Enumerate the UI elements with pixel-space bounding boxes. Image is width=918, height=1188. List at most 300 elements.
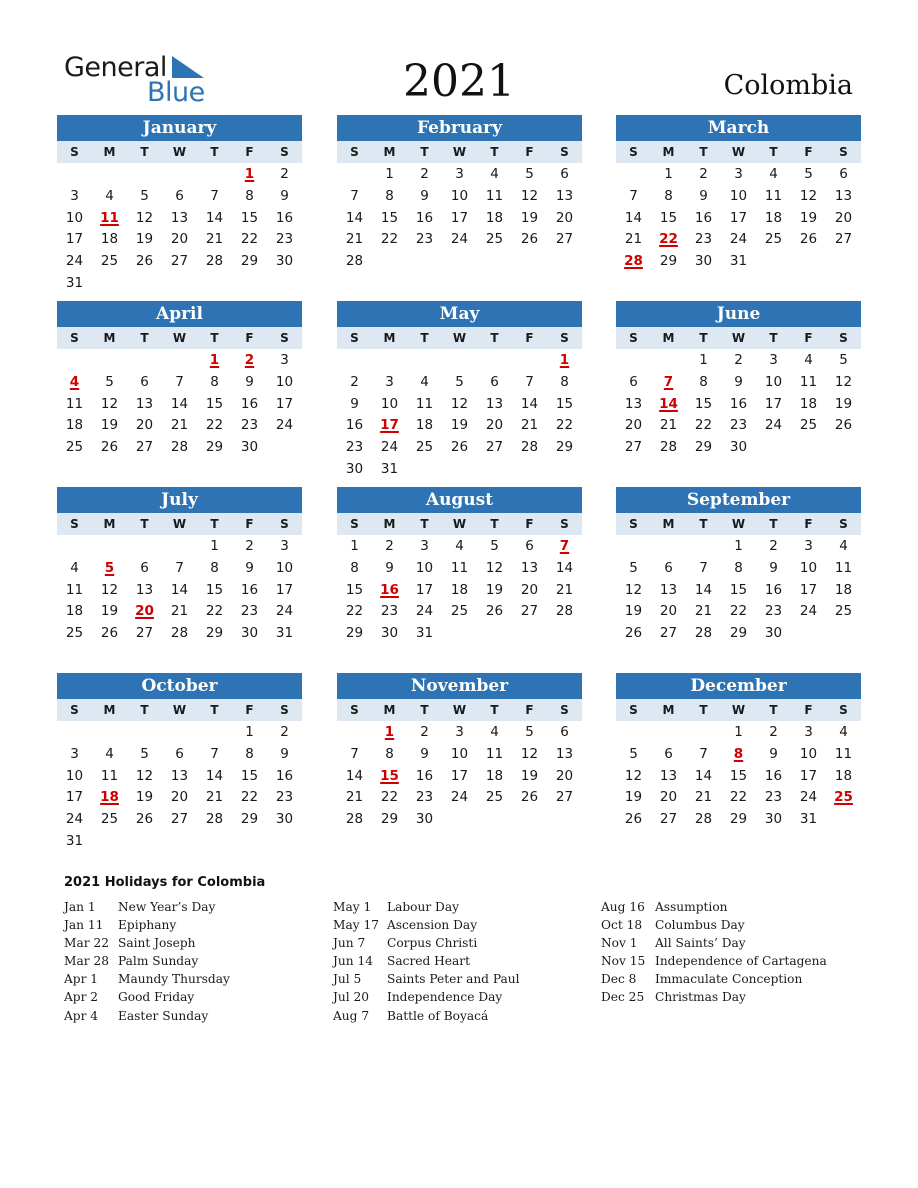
day-cell: 5 [804, 166, 813, 182]
empty-cell [372, 349, 407, 371]
day-cell: 21 [624, 231, 643, 248]
holiday-date-label: Oct 18 [601, 918, 643, 933]
day-cell: 31 [799, 811, 818, 828]
day-cell: 21 [170, 417, 189, 434]
day-cell: 7 [175, 373, 184, 390]
day-cell: 4 [804, 352, 813, 368]
weekday-label: T [140, 517, 149, 531]
weekday-label: S [839, 145, 848, 159]
weekday-label: T [210, 703, 219, 717]
holiday-date: 28 [624, 253, 643, 270]
holiday-name: Palm Sunday [118, 954, 199, 969]
day-cell: 27 [135, 439, 154, 456]
month-april [57, 301, 302, 458]
day-cell: 1 [664, 166, 673, 182]
weekday-label: F [245, 145, 254, 159]
day-cell: 30 [764, 811, 783, 828]
weekday-label: W [172, 331, 187, 345]
holiday-date-label: Jun 7 [333, 936, 366, 951]
holiday-item [64, 934, 230, 952]
weekday-label: S [839, 331, 848, 345]
day-cell: 12 [520, 187, 539, 204]
day-cell: 18 [764, 209, 783, 226]
day-cell: 18 [415, 417, 434, 434]
day-cell: 10 [729, 187, 748, 204]
day-cell: 20 [659, 603, 678, 620]
day-cell: 13 [624, 395, 643, 412]
month-july [57, 487, 302, 644]
weekday-label: M [383, 703, 396, 717]
weekday-label: S [629, 517, 638, 531]
day-cell: 2 [420, 166, 429, 182]
weekday-label: S [350, 331, 359, 345]
holiday-date-label: Apr 4 [64, 1008, 99, 1023]
day-cell: 23 [240, 603, 259, 620]
holiday-date: 7 [559, 538, 570, 554]
day-cell: 3 [280, 352, 289, 368]
day-cell: 27 [555, 789, 574, 806]
day-cell: 1 [245, 724, 254, 740]
holiday-name: Saint Joseph [118, 936, 196, 951]
day-cell: 12 [135, 209, 154, 226]
day-cell: 8 [245, 187, 254, 204]
day-cell: 8 [350, 559, 359, 576]
day-cell: 6 [140, 373, 149, 390]
weekday-label: F [804, 517, 813, 531]
day-cell: 15 [240, 209, 259, 226]
day-cell: 9 [734, 373, 743, 390]
day-cell: 1 [385, 166, 394, 182]
day-cell: 3 [420, 538, 429, 554]
empty-cell [162, 721, 197, 743]
day-cell: 6 [140, 559, 149, 576]
day-cell: 27 [170, 811, 189, 828]
weekday-label: T [210, 517, 219, 531]
day-cell: 19 [100, 417, 119, 434]
day-cell: 2 [385, 538, 394, 554]
weekday-label: W [172, 517, 187, 531]
day-cell: 29 [240, 811, 259, 828]
weekday-label: T [769, 703, 778, 717]
day-grid [337, 721, 582, 830]
weekday-label: T [420, 331, 429, 345]
empty-cell [127, 349, 162, 371]
weekday-label: M [662, 703, 675, 717]
day-cell: 26 [799, 231, 818, 248]
holiday-name: Labour Day [387, 900, 459, 914]
month-name: January [57, 115, 302, 141]
day-cell: 11 [450, 559, 469, 576]
holiday-date-label: Mar 28 [64, 954, 109, 969]
holiday-item [333, 934, 520, 952]
weekday-label: F [245, 331, 254, 345]
weekday-label: W [172, 703, 187, 717]
holiday-column [64, 898, 230, 1025]
day-cell: 27 [135, 625, 154, 642]
day-cell: 4 [769, 166, 778, 182]
weekday-label: T [769, 517, 778, 531]
day-cell: 1 [350, 538, 359, 554]
day-cell: 9 [699, 187, 708, 204]
month-november [337, 673, 582, 830]
month-march [616, 115, 861, 272]
logo-text-general: General [64, 52, 167, 83]
weekday-label: W [452, 145, 467, 159]
weekday-label: M [103, 145, 116, 159]
day-cell: 20 [834, 209, 853, 226]
day-cell: 4 [839, 538, 848, 554]
holiday-date: 1 [209, 352, 220, 368]
day-cell: 11 [65, 395, 84, 412]
day-cell: 18 [65, 603, 84, 620]
day-cell: 21 [205, 231, 224, 248]
day-cell: 6 [175, 745, 184, 762]
day-cell: 9 [245, 373, 254, 390]
day-cell: 7 [699, 745, 708, 762]
day-cell: 19 [135, 789, 154, 806]
day-cell: 23 [729, 417, 748, 434]
day-cell: 22 [694, 417, 713, 434]
weekday-label: W [452, 331, 467, 345]
weekday-header [57, 699, 302, 721]
day-cell: 13 [170, 209, 189, 226]
day-cell: 8 [210, 373, 219, 390]
day-cell: 27 [170, 253, 189, 270]
day-cell: 12 [100, 581, 119, 598]
day-cell: 2 [280, 166, 289, 182]
weekday-header [616, 699, 861, 721]
empty-cell [337, 163, 372, 185]
day-cell: 25 [65, 439, 84, 456]
weekday-label: T [210, 145, 219, 159]
day-cell: 25 [415, 439, 434, 456]
day-cell: 14 [520, 395, 539, 412]
weekday-label: T [140, 145, 149, 159]
day-cell: 25 [100, 811, 119, 828]
weekday-header [57, 513, 302, 535]
holiday-item [601, 952, 827, 970]
day-cell: 15 [729, 581, 748, 598]
day-cell: 2 [734, 352, 743, 368]
day-cell: 17 [450, 209, 469, 226]
weekday-label: M [662, 517, 675, 531]
holiday-date: 15 [380, 767, 399, 784]
day-cell: 22 [555, 417, 574, 434]
day-cell: 22 [240, 789, 259, 806]
month-name: April [57, 301, 302, 327]
holiday-name: Sacred Heart [387, 954, 470, 969]
day-cell: 9 [350, 395, 359, 412]
day-cell: 13 [555, 745, 574, 762]
day-cell: 4 [455, 538, 464, 554]
day-grid [337, 349, 582, 480]
month-september [616, 487, 861, 644]
weekday-label: F [245, 703, 254, 717]
day-cell: 24 [799, 789, 818, 806]
day-cell: 14 [205, 209, 224, 226]
holiday-date-label: Apr 1 [64, 972, 99, 987]
day-grid [57, 721, 302, 852]
day-cell: 25 [65, 625, 84, 642]
day-cell: 22 [205, 417, 224, 434]
holiday-name: Independence Day [387, 990, 503, 1005]
day-cell: 22 [345, 603, 364, 620]
empty-cell [197, 721, 232, 743]
day-cell: 19 [450, 417, 469, 434]
day-cell: 3 [455, 166, 464, 182]
day-cell: 1 [210, 538, 219, 554]
weekday-label: M [103, 517, 116, 531]
day-cell: 9 [769, 559, 778, 576]
day-cell: 4 [70, 559, 79, 576]
day-cell: 10 [799, 745, 818, 762]
empty-cell [686, 535, 721, 557]
day-cell: 9 [245, 559, 254, 576]
day-cell: 6 [560, 724, 569, 740]
day-cell: 19 [624, 789, 643, 806]
day-cell: 23 [240, 417, 259, 434]
weekday-label: T [769, 145, 778, 159]
day-cell: 26 [624, 811, 643, 828]
day-cell: 5 [140, 745, 149, 762]
day-cell: 30 [345, 460, 364, 477]
holiday-item [64, 970, 230, 988]
day-grid [616, 163, 861, 272]
day-cell: 21 [694, 789, 713, 806]
month-name: August [337, 487, 582, 513]
day-cell: 27 [834, 231, 853, 248]
day-cell: 28 [694, 811, 713, 828]
day-cell: 16 [345, 417, 364, 434]
day-cell: 27 [555, 231, 574, 248]
day-cell: 13 [659, 767, 678, 784]
day-cell: 25 [764, 231, 783, 248]
empty-cell [616, 721, 651, 743]
weekday-label: S [280, 331, 289, 345]
weekday-label: S [629, 703, 638, 717]
day-cell: 17 [764, 395, 783, 412]
day-cell: 20 [555, 767, 574, 784]
holiday-item [601, 916, 827, 934]
day-cell: 7 [699, 559, 708, 576]
day-cell: 2 [769, 724, 778, 740]
day-cell: 19 [520, 209, 539, 226]
day-cell: 22 [240, 231, 259, 248]
holiday-name: New Year’s Day [118, 900, 216, 914]
day-cell: 1 [699, 352, 708, 368]
day-cell: 21 [345, 231, 364, 248]
holiday-item [601, 988, 827, 1006]
weekday-label: M [383, 145, 396, 159]
weekday-label: T [210, 331, 219, 345]
weekday-label: S [280, 703, 289, 717]
holiday-item [64, 952, 230, 970]
day-cell: 4 [105, 745, 114, 762]
holiday-item [64, 916, 230, 934]
day-cell: 29 [659, 253, 678, 270]
day-grid [616, 349, 861, 458]
holiday-item [601, 898, 827, 916]
day-cell: 20 [659, 789, 678, 806]
day-cell: 8 [210, 559, 219, 576]
day-cell: 31 [275, 625, 294, 642]
day-cell: 13 [485, 395, 504, 412]
holiday-item [333, 1007, 520, 1025]
day-cell: 18 [450, 581, 469, 598]
holiday-name: Assumption [655, 900, 728, 914]
day-cell: 11 [65, 581, 84, 598]
day-grid [57, 535, 302, 644]
day-cell: 20 [624, 417, 643, 434]
day-cell: 2 [245, 538, 254, 554]
day-cell: 15 [694, 395, 713, 412]
weekday-label: T [699, 703, 708, 717]
weekday-label: T [420, 517, 429, 531]
day-cell: 9 [280, 187, 289, 204]
month-name: June [616, 301, 861, 327]
weekday-label: W [172, 145, 187, 159]
day-cell: 18 [485, 767, 504, 784]
day-cell: 25 [450, 603, 469, 620]
day-cell: 24 [380, 439, 399, 456]
holiday-date: 4 [69, 373, 80, 390]
day-cell: 31 [729, 253, 748, 270]
day-cell: 15 [729, 767, 748, 784]
day-cell: 19 [834, 395, 853, 412]
day-cell: 25 [834, 603, 853, 620]
day-cell: 28 [520, 439, 539, 456]
weekday-label: T [699, 145, 708, 159]
day-cell: 26 [485, 603, 504, 620]
day-cell: 18 [100, 231, 119, 248]
day-cell: 25 [485, 231, 504, 248]
day-cell: 7 [525, 373, 534, 390]
day-cell: 28 [345, 253, 364, 270]
day-cell: 30 [240, 439, 259, 456]
day-cell: 18 [485, 209, 504, 226]
day-cell: 17 [450, 767, 469, 784]
day-cell: 7 [210, 745, 219, 762]
day-cell: 8 [385, 745, 394, 762]
weekday-label: T [490, 145, 499, 159]
weekday-label: T [140, 331, 149, 345]
empty-cell [127, 721, 162, 743]
weekday-header [337, 327, 582, 349]
day-cell: 28 [205, 253, 224, 270]
day-cell: 10 [275, 373, 294, 390]
holiday-date-label: May 1 [333, 900, 372, 914]
empty-cell [127, 535, 162, 557]
holiday-date-label: Apr 2 [64, 990, 99, 1005]
day-cell: 17 [799, 767, 818, 784]
day-cell: 30 [380, 625, 399, 642]
holiday-date-label: May 17 [333, 918, 380, 933]
weekday-label: T [420, 145, 429, 159]
day-cell: 30 [275, 253, 294, 270]
day-cell: 6 [490, 373, 499, 390]
day-cell: 12 [135, 767, 154, 784]
day-cell: 15 [555, 395, 574, 412]
day-cell: 8 [385, 187, 394, 204]
day-cell: 10 [450, 745, 469, 762]
day-cell: 6 [629, 373, 638, 390]
day-cell: 9 [280, 745, 289, 762]
day-cell: 14 [345, 767, 364, 784]
weekday-label: T [699, 331, 708, 345]
holiday-date-label: Jan 11 [64, 918, 104, 933]
day-cell: 23 [380, 603, 399, 620]
day-cell: 6 [525, 538, 534, 554]
holiday-date: 1 [559, 352, 570, 368]
weekday-label: S [560, 331, 569, 345]
holiday-date-label: Jul 20 [333, 990, 370, 1005]
holiday-date-label: Jun 14 [333, 954, 373, 969]
day-cell: 13 [135, 581, 154, 598]
empty-cell [337, 721, 372, 743]
day-cell: 28 [555, 603, 574, 620]
day-cell: 5 [525, 166, 534, 182]
day-cell: 25 [799, 417, 818, 434]
month-october [57, 673, 302, 852]
day-cell: 11 [100, 767, 119, 784]
day-cell: 27 [485, 439, 504, 456]
day-cell: 16 [415, 209, 434, 226]
day-cell: 19 [799, 209, 818, 226]
month-february [337, 115, 582, 272]
day-cell: 1 [734, 724, 743, 740]
weekday-label: F [525, 517, 534, 531]
day-cell: 8 [734, 559, 743, 576]
weekday-label: S [560, 703, 569, 717]
holiday-date-label: Nov 1 [601, 936, 638, 951]
day-cell: 5 [525, 724, 534, 740]
logo-text-blue: Blue [147, 77, 205, 108]
day-cell: 19 [624, 603, 643, 620]
day-grid [57, 349, 302, 458]
day-cell: 10 [65, 209, 84, 226]
holiday-column [333, 898, 520, 1025]
day-cell: 20 [485, 417, 504, 434]
weekday-label: T [490, 331, 499, 345]
day-cell: 12 [485, 559, 504, 576]
empty-cell [92, 535, 127, 557]
month-january [57, 115, 302, 294]
day-cell: 23 [694, 231, 713, 248]
day-cell: 29 [555, 439, 574, 456]
holiday-date: 17 [380, 417, 399, 434]
day-cell: 20 [555, 209, 574, 226]
day-cell: 12 [520, 745, 539, 762]
day-cell: 26 [450, 439, 469, 456]
day-cell: 29 [729, 625, 748, 642]
holiday-item [333, 898, 520, 916]
day-cell: 24 [450, 231, 469, 248]
day-cell: 27 [659, 625, 678, 642]
day-cell: 24 [799, 603, 818, 620]
day-cell: 26 [135, 811, 154, 828]
day-cell: 9 [769, 745, 778, 762]
holiday-date: 18 [100, 789, 119, 806]
day-cell: 6 [664, 559, 673, 576]
day-cell: 21 [694, 603, 713, 620]
day-cell: 16 [694, 209, 713, 226]
day-cell: 22 [380, 789, 399, 806]
day-cell: 5 [455, 373, 464, 390]
holiday-name: Christmas Day [655, 990, 746, 1005]
month-name: November [337, 673, 582, 699]
weekday-label: W [731, 517, 746, 531]
empty-cell [127, 163, 162, 185]
